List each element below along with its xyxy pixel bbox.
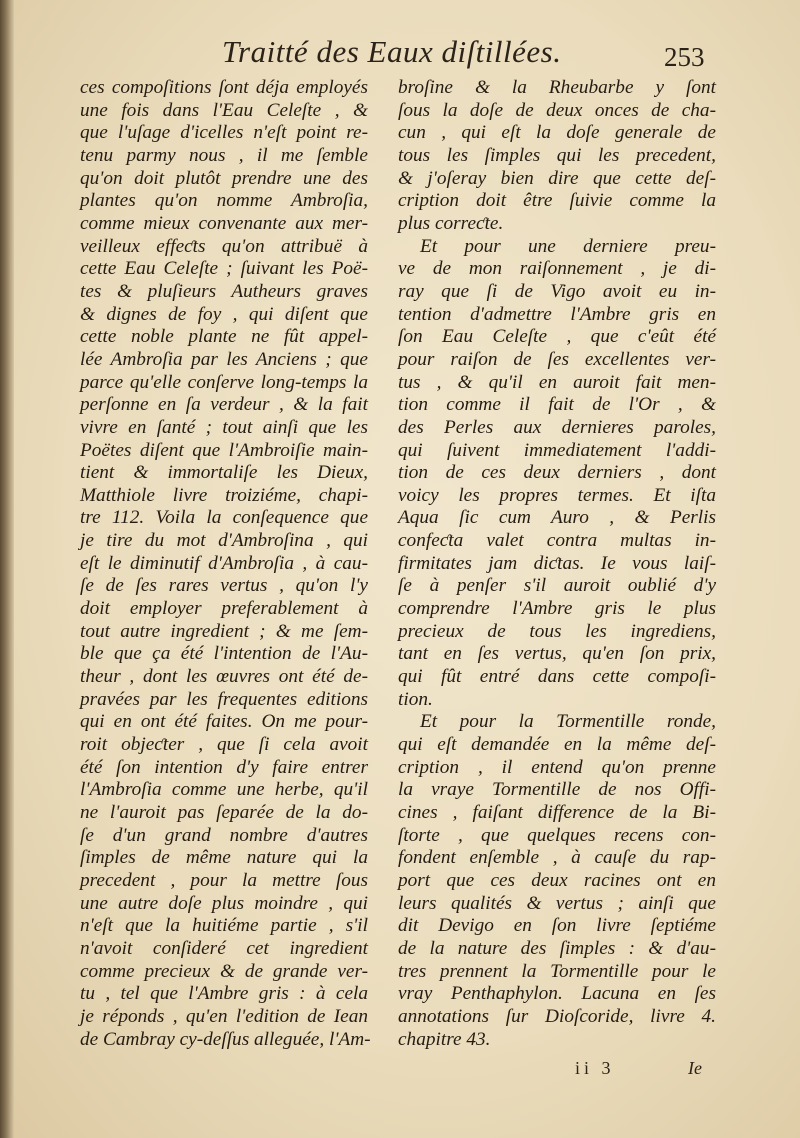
text-line: leurs qualités & vertus ; ainſi que [398, 892, 716, 914]
text-line: tant en ſes vertus, qu'en ſon prix, [398, 643, 716, 665]
text-line: & j'oſeray bien dire que cette deſ- [398, 167, 716, 189]
text-line: broſine & la Rheubarbe y ſont [398, 77, 716, 98]
text-line: plus correƈte. [398, 212, 504, 234]
text-line: comprendre l'Ambre gris le plus [398, 598, 716, 620]
text-line: l'Ambroſia comme une herbe, qu'il [80, 779, 368, 801]
text-line: qui fût entré dans cette compoſi- [398, 666, 716, 688]
text-line: été ſon intention d'y faire entrer [80, 756, 368, 778]
text-line: comme mieux convenante aux mer- [80, 212, 368, 234]
text-line: Aqua ſic cum Auro , & Perlis [398, 507, 716, 529]
text-line: une fois dans l'Eau Celeſte , & [80, 99, 368, 121]
text-line: ſtorte , que quelques recens con- [398, 824, 716, 846]
page-header [0, 32, 800, 82]
text-line: Matthiole livre troiziéme, chapi- [80, 484, 368, 506]
text-line: tus , & qu'il en auroit fait men- [398, 371, 716, 393]
text-line: qui en ont été faites. On me pour- [80, 711, 368, 733]
text-line: je réponds , qu'en l'edition de Iean [80, 1005, 368, 1027]
text-line: vray Penthaphylon. Lacuna en ſes [398, 983, 716, 1005]
text-line: ray que ſi de Vigo avoit eu in- [398, 280, 716, 302]
text-line: chapitre 43. [398, 1028, 491, 1050]
text-line: perſonne en ſa verdeur , & la fait [80, 394, 368, 416]
text-line: ſimples de même nature qui la [80, 847, 368, 869]
text-line: cun , qui eſt la doſe generale de [398, 122, 716, 144]
page-number: 253 [664, 42, 705, 72]
text-line: que l'uſage d'icelles n'eſt point re- [80, 122, 368, 144]
text-line: vivre en ſanté ; tout ainſi que les [80, 416, 368, 438]
text-line: qui ſuivent immediatement l'addi- [398, 439, 716, 461]
signature-mark: ii 3 [575, 1058, 615, 1078]
text-line: ſon Eau Celeſte , que c'eût été [398, 326, 716, 348]
text-line: ve de mon raiſonnement , je di- [398, 258, 716, 280]
text-line: Poëtes diſent que l'Ambroiſie main- [80, 439, 368, 461]
text-line: tenu parmy nous , il me ſemble [80, 144, 368, 166]
text-line: la vraye Tormentille de nos Offi- [398, 779, 716, 801]
left-text-column [80, 77, 371, 1051]
text-line: ſous la doſe de deux onces de cha- [398, 99, 716, 121]
text-line: de la nature des ſimples : & d'au- [398, 937, 716, 959]
text-line: cines , faiſant difference de la Bi- [398, 802, 716, 823]
text-line: je tire du mot d'Ambroſina , qui [80, 530, 368, 552]
text-line: tion de ces deux derniers , dont [398, 462, 716, 484]
text-line: cette Eau Celeſte ; ſuivant les Poë- [80, 258, 368, 280]
text-line: une autre doſe plus moindre , qui [80, 892, 368, 914]
text-line: plantes qu'on nomme Ambroſia, [80, 190, 368, 212]
catchword: Ie [688, 1058, 702, 1078]
text-line: tre 112. Voila la conſequence que [80, 507, 368, 529]
text-line: Et pour une derniere preu- [420, 235, 716, 257]
text-line: port que ces deux racines ont en [398, 869, 716, 891]
text-line: comme precieux & de grande ver- [80, 960, 368, 982]
text-line: n'avoit conſideré cet ingredient [80, 937, 368, 959]
text-line: tion comme il fait de l'Or , & [398, 394, 716, 416]
text-line: doit employer preferablement à [80, 598, 368, 620]
page-footer [0, 1058, 800, 1088]
text-line: precedent , pour la mettre ſous [80, 869, 368, 891]
text-line: ble que ça été l'intention de l'Au- [80, 643, 368, 665]
text-line: qu'on doit plutôt prendre une des [80, 167, 368, 189]
text-line: voicy les propres termes. Et iſta [398, 484, 716, 506]
text-line: ces compoſitions ſont déja employés [80, 77, 368, 98]
text-line: parce qu'elle conſerve long-temps la [80, 371, 368, 393]
text-line: ſe à penſer s'il auroit oublié d'y [398, 575, 716, 597]
text-line: ſe de ſes rares vertus , qu'on l'y [80, 575, 368, 597]
right-text-column [398, 77, 716, 1051]
text-line: theur , dont les œuvres ont été de- [80, 666, 368, 688]
text-line: lée Ambroſia par les Anciens ; que [80, 348, 368, 370]
text-line: annotations ſur Dioſcoride, livre 4. [398, 1005, 716, 1027]
text-line: pour raiſon de ſes excellentes ver- [398, 348, 716, 370]
text-line: tes & pluſieurs Autheurs graves [80, 280, 368, 302]
text-line: qui eſt demandée en la même deſ- [398, 734, 716, 756]
text-line: cette noble plante ne fût appel- [80, 326, 368, 348]
text-line: tres prennent la Tormentille pour le [398, 960, 716, 982]
text-line: n'eſt que la huitiéme partie , s'il [80, 915, 368, 937]
text-line: de Cambray cy-deſſus alleguée, l'Am- [80, 1028, 371, 1050]
text-line: des Perles aux dernieres paroles, [398, 416, 716, 438]
text-line: cription doit être ſuivie comme la [398, 190, 716, 212]
text-line: ſe d'un grand nombre d'autres [80, 824, 368, 846]
text-line: ne l'auroit pas ſeparée de la do- [80, 802, 368, 823]
text-line: tention d'admettre l'Ambre gris en [398, 303, 716, 325]
text-line: firmitates jam diƈtas. Ie vous laiſ- [398, 552, 716, 574]
text-line: Et pour la Tormentille ronde, [420, 711, 716, 733]
text-line: tous les ſimples qui les precedent, [398, 144, 716, 166]
text-line: tion. [398, 688, 433, 710]
text-line: pravées par les frequentes editions [80, 688, 368, 710]
text-line: cription , il entend qu'on prenne [398, 756, 716, 778]
page-binding-edge [0, 0, 14, 1138]
text-line: tient & immortaliſe les Dieux, [80, 462, 368, 484]
text-line: fondent enſemble , à cauſe du rap- [398, 847, 716, 869]
running-title: Traitté des Eaux diſtillées. [222, 34, 562, 69]
text-line: tout autre ingredient ; & me ſem- [80, 620, 368, 642]
text-line: dit Devigo en ſon livre ſeptiéme [398, 915, 716, 937]
text-line: roit objeƈter , que ſi cela avoit [80, 734, 368, 756]
text-line: precieux de tous les ingrediens, [398, 620, 716, 642]
text-line: confeƈta valet contra multas in- [398, 530, 716, 552]
text-line: eſt le diminutif d'Ambroſia , à cau- [80, 552, 368, 574]
text-line: veilleux effeƈts qu'on attribuë à [80, 235, 368, 257]
text-line: tu , tel que l'Ambre gris : à cela [80, 983, 368, 1005]
text-line: & dignes de foy , qui diſent que [80, 303, 368, 325]
